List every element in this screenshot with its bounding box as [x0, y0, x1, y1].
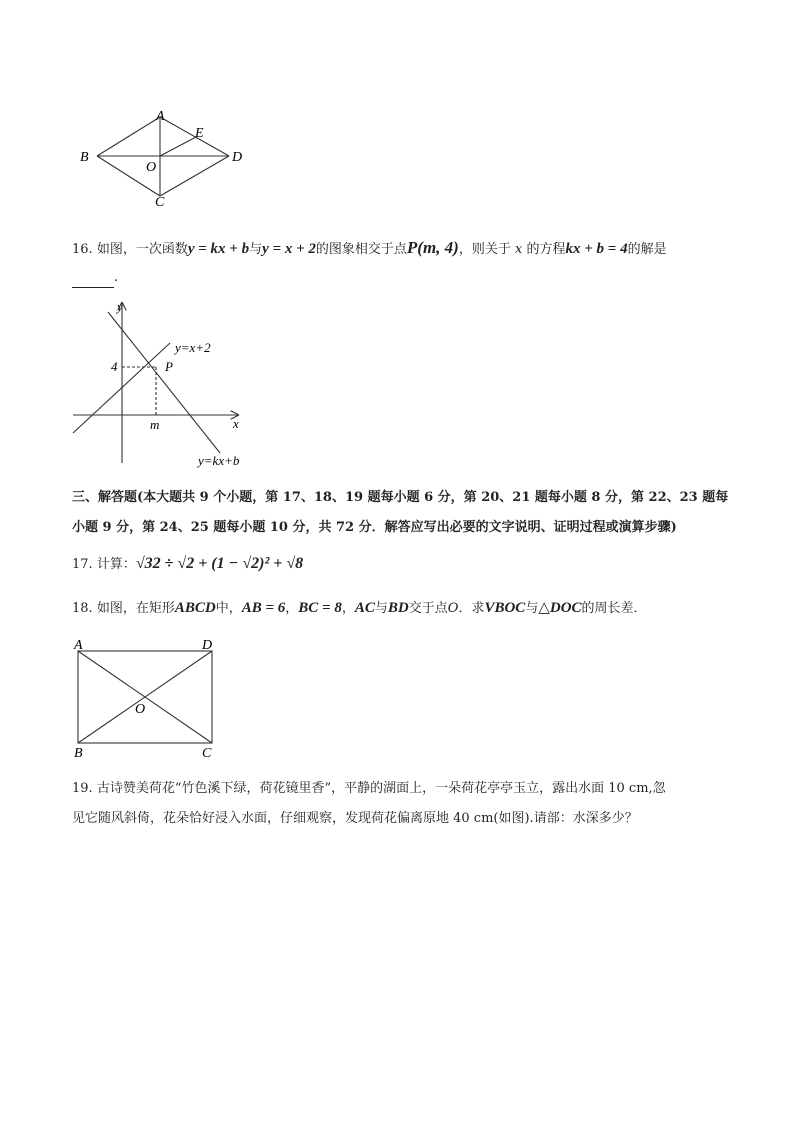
- label-a: A: [74, 638, 83, 653]
- segment-oe: [160, 137, 196, 156]
- x-axis-label: x: [233, 416, 239, 431]
- label-a: A: [156, 109, 165, 124]
- graph-figure: [70, 295, 260, 470]
- formula-x-2: y = x + 2: [262, 241, 316, 257]
- point-p: P(m, 4): [406, 238, 459, 257]
- label-d: D: [232, 150, 243, 165]
- question-17: 17. 计算：√32 ÷ √2 + (1 − √2)² + √8: [72, 555, 304, 572]
- equation: kx + b = 4: [565, 241, 628, 257]
- y-axis-label: y: [117, 299, 123, 314]
- label-o: O: [135, 702, 146, 717]
- question-19-line2: 见它随风斜倚，花朵恰好浸入水面，仔细观察，发现荷花偏离原地 40 cm(如图).请部：水深多少？: [72, 811, 638, 826]
- label-c: C: [202, 746, 212, 761]
- question-19-line1: 19. 古诗赞美荷花“竹色溪下绿，荷花镜里香”，平静的湖面上，一朵荷花亭亭玉立，露出水面 10 cm,忽: [72, 781, 666, 796]
- label-o: O: [146, 160, 157, 175]
- question-16: 16. 如图，一次函数y = kx + b与y = x + 2的图象相交于点P(m, 4)，则关于 x 的方程kx + b = 4的解是: [72, 238, 667, 257]
- q16-number: 16.: [72, 242, 93, 257]
- q17-expression: √32 ÷ √2 + (1 − √2)² + √8: [135, 555, 304, 572]
- tick-m: m: [150, 417, 160, 432]
- formula-kx-b: y = kx + b: [187, 241, 250, 257]
- side-ab: [97, 117, 160, 156]
- label-b: B: [74, 746, 83, 761]
- q18-number: 18.: [72, 601, 93, 616]
- label-c: C: [155, 195, 165, 210]
- q17-number: 17.: [72, 557, 93, 572]
- tick-4: 4: [111, 359, 118, 374]
- q19-number: 19.: [72, 781, 93, 796]
- label-e: E: [195, 126, 204, 141]
- side-cd: [160, 156, 229, 196]
- answer-blank-line: .: [72, 268, 118, 288]
- rectangle-figure: [66, 636, 226, 761]
- question-18: 18. 如图，在矩形ABCD中，AB = 6，BC = 8，AC与BD交于点O．求VBOC与△DOC的周长差．: [72, 600, 647, 616]
- answer-blank: [72, 273, 114, 288]
- label-b: B: [80, 150, 89, 165]
- section-3-header-line2: 小题 9 分，第 24、25 题每小题 10 分，共 72 分．解答应写出必要的文字说明、证明过程或演算步骤): [72, 520, 677, 535]
- point-p-label: P: [165, 359, 173, 374]
- line-label-kx-b: y=kx+b: [198, 453, 240, 468]
- label-d: D: [202, 638, 213, 653]
- rhombus-figure: [70, 105, 260, 210]
- line-label-x-2: y=x+2: [175, 340, 211, 355]
- section-3-header-line1: 三、解答题(本大题共 9 个小题，第 17、18、19 题每小题 6 分，第 20、21 题每小题 8 分，第 22、23 题每: [72, 490, 729, 505]
- line-y-kx-plus-b: [108, 312, 220, 453]
